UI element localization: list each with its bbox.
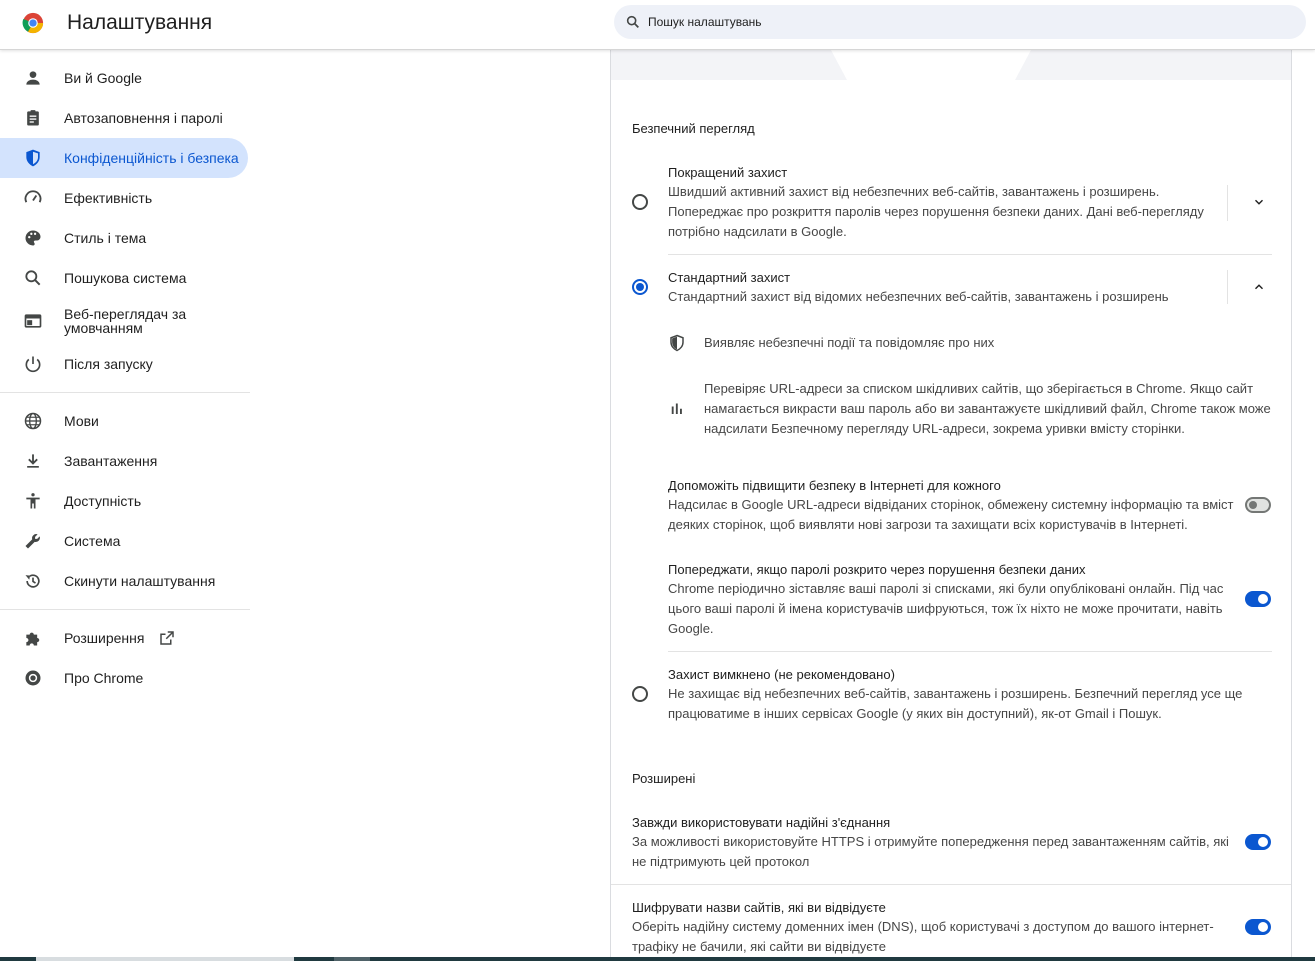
page-title: Налаштування (67, 11, 213, 34)
shield-icon (23, 148, 43, 168)
desc-line: Оберіть надійну систему доменних імен (DNS), щоб користувачі з доступом до вашого інтернет- (632, 919, 1214, 934)
wrench-icon (23, 531, 43, 551)
sidebar-item-performance[interactable] (0, 178, 248, 218)
standard-protection-desc: Стандартний захист від відомих небезпечних веб-сайтів, завантажень і розширень (668, 289, 1169, 304)
sidebar-item-accessibility[interactable] (0, 481, 248, 521)
bar-chart-icon (668, 399, 686, 417)
download-icon (23, 451, 43, 471)
dns-desc (632, 917, 1214, 957)
enhanced-protection-title: Покращений захист (668, 165, 788, 180)
sidebar-item-label: Автозаповнення і паролі (64, 110, 223, 126)
sidebar-divider (0, 392, 250, 393)
standard-protection-title: Стандартний захист (668, 270, 791, 285)
content-top-notch (831, 50, 1031, 80)
browser-window-icon (23, 311, 43, 331)
sidebar-item-label: Ефективність (64, 190, 153, 206)
sidebar-divider (0, 609, 250, 610)
search-icon (625, 14, 641, 30)
sidebar-item-system[interactable] (0, 521, 248, 561)
search-box[interactable] (614, 5, 1306, 39)
sidebar-item-label: Пошукова система (64, 270, 187, 286)
sidebar-item-label: Розширення (64, 630, 145, 646)
search-input[interactable] (648, 5, 1288, 39)
divider (668, 651, 1272, 652)
standard-detail-dangerous-events: Виявляє небезпечні події та повідомляє про них (704, 335, 995, 350)
enhanced-protection-desc (668, 182, 1204, 242)
sidebar-item-label: Система (64, 533, 121, 549)
desc-line: Попереджає про розкриття паролів через порушення безпеки даних. Дані веб-перегляду (668, 204, 1204, 219)
desc-line: Швидший активний захист від небезпечних веб-сайтів, завантажень і розширень. (668, 184, 1160, 199)
desc-line: деяких сторінок, щоб виявляти нові загрози та захищати всіх користувачів в Інтернеті. (668, 517, 1188, 532)
divider (668, 254, 1272, 255)
sidebar-item-search-engine[interactable] (0, 258, 248, 298)
dns-title: Шифрувати назви сайтів, які ви відвідуєте (632, 900, 886, 915)
sidebar-item-label: Веб-переглядач за умовчанням (64, 306, 187, 336)
help-improve-desc (668, 495, 1234, 535)
sidebar-item-privacy-security[interactable] (0, 138, 248, 178)
desc-line: Не захищає від небезпечних веб-сайтів, завантажень і розширень. Безпечний перегляд усе ще (668, 686, 1243, 701)
clipboard-icon (23, 108, 43, 128)
power-icon (23, 354, 43, 374)
shield-half-icon (668, 334, 686, 352)
reset-history-icon (23, 571, 43, 591)
radio-standard-protection[interactable] (632, 279, 648, 295)
sidebar-item-label: Про Chrome (64, 670, 144, 686)
desc-line: намагається викрасти ваш пароль або ви завантажуєте шкідливий файл, Chrome також може (704, 401, 1271, 416)
sidebar-item-label: Мови (64, 413, 99, 429)
vertical-divider (1227, 185, 1228, 221)
sidebar-item-extensions[interactable] (0, 618, 248, 658)
sidebar-item-label: Після запуску (64, 356, 153, 372)
taskbar-edge (0, 957, 1315, 961)
top-bar (0, 0, 1315, 50)
person-icon (23, 68, 43, 88)
desc-line: не підтримують цей протокол (632, 854, 810, 869)
sidebar (0, 58, 260, 698)
sidebar-item-label: Доступність (64, 493, 142, 509)
taskbar-segment (334, 957, 370, 961)
sidebar-item-reset[interactable] (0, 561, 248, 601)
accessibility-icon (23, 491, 43, 511)
chrome-logo-icon (22, 12, 44, 34)
https-title: Завжди використовувати надійні з'єднання (632, 815, 891, 830)
sidebar-item-you-and-google[interactable] (0, 58, 248, 98)
desc-line: За можливості використовуйте HTTPS і отримуйте попередження перед завантаженням сайтів, які (632, 834, 1229, 849)
radio-no-protection[interactable] (632, 686, 648, 702)
content-top-background (611, 50, 1291, 80)
sidebar-item-appearance[interactable] (0, 218, 248, 258)
dns-toggle[interactable] (1245, 919, 1271, 935)
settings-content (610, 50, 1292, 961)
sidebar-item-label: Стиль і тема (64, 230, 147, 246)
desc-line: цього ваші паролі й імена користувачів шифруються, тож їх ніхто не може прочитати, навіть (668, 601, 1223, 616)
taskbar-segment (36, 957, 294, 961)
standard-detail-url-check (704, 379, 1271, 439)
desc-line: надсилати Безпечному перегляду URL-адреси, зокрема уривки вмісту сторінки. (704, 421, 1185, 436)
desc-line: трафіку не бачили, які сайти ви відвідуєте (632, 939, 886, 954)
palette-icon (23, 228, 43, 248)
sidebar-item-label: Завантаження (64, 453, 158, 469)
desc-line: Chrome періодично зіставляє ваші паролі зі списками, які були опубліковані онлайн. Під час (668, 581, 1224, 596)
sidebar-item-label: Ви й Google (64, 70, 142, 86)
no-protection-desc (668, 684, 1242, 724)
sidebar-item-about-chrome[interactable] (0, 658, 248, 698)
sidebar-item-languages[interactable] (0, 401, 248, 441)
password-leak-title: Попереджати, якщо паролі розкрито через порушення безпеки даних (668, 562, 1086, 577)
help-improve-title: Допоможіть підвищити безпеку в Інтернеті для кожного (668, 478, 1001, 493)
chrome-icon (23, 668, 43, 688)
desc-line: потрібно надсилати в Google. (668, 224, 847, 239)
password-leak-desc (668, 579, 1223, 639)
sidebar-item-downloads[interactable] (0, 441, 248, 481)
sidebar-item-label: Конфіденційність і безпека (64, 150, 239, 166)
desc-line: Надсилає в Google URL-адреси відвіданих сторінок, обмежену системну інформацію та вміст (668, 497, 1234, 512)
desc-line: працюватиме в інших сервісах Google (у яких він доступний), як-от Gmail і Пошук. (668, 706, 1162, 721)
chevron-down-icon[interactable] (1252, 195, 1266, 209)
no-protection-title: Захист вимкнено (не рекомендовано) (668, 667, 895, 682)
https-toggle[interactable] (1245, 834, 1271, 850)
globe-icon (23, 411, 43, 431)
help-improve-toggle[interactable] (1245, 497, 1271, 513)
safe-browsing-heading: Безпечний перегляд (632, 121, 755, 136)
divider (611, 884, 1291, 885)
https-desc (632, 832, 1229, 872)
speedometer-icon (23, 188, 43, 208)
chevron-up-icon[interactable] (1252, 280, 1266, 294)
desc-line: Перевіряє URL-адреси за списком шкідливих сайтів, що зберігається в Chrome. Якщо сайт (704, 381, 1254, 396)
desc-line: Google. (668, 621, 714, 636)
sidebar-item-default-browser[interactable] (0, 298, 248, 344)
sidebar-item-autofill[interactable] (0, 98, 248, 138)
open-in-new-icon (158, 629, 176, 647)
sidebar-item-label: Скинути налаштування (64, 573, 216, 589)
puzzle-icon (23, 628, 43, 648)
radio-enhanced-protection[interactable] (632, 194, 648, 210)
sidebar-item-on-startup[interactable] (0, 344, 248, 384)
search-icon (23, 268, 43, 288)
password-leak-toggle[interactable] (1245, 591, 1271, 607)
advanced-heading: Розширені (632, 771, 696, 786)
vertical-divider (1227, 270, 1228, 304)
